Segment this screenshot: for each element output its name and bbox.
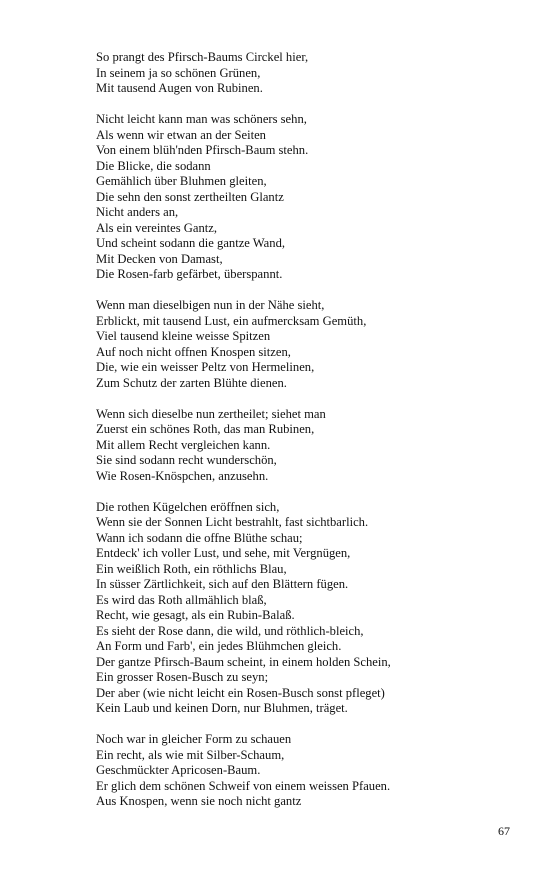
poem-line: Es sieht der Rose dann, die wild, und röthlich-bleich, <box>96 623 364 638</box>
poem-line: Ein recht, als wie mit Silber-Schaum, <box>96 747 285 762</box>
poem-line: Ein grosser Rosen-Busch zu seyn; <box>96 670 269 684</box>
poem-line: Wenn sich dieselbe nun zertheilet; siehet man <box>96 406 326 421</box>
poem-line: An Form und Farb', ein jedes Blühmchen gleich. <box>96 639 342 653</box>
stanza <box>96 500 536 717</box>
poem-line: Wenn sie der Sonnen Licht bestrahlt, fast sichtbarlich. <box>96 515 369 529</box>
poem-line: Und scheint sodann die gantze Wand, <box>96 236 286 250</box>
poem-line: Recht, wie gesagt, als ein Rubin-Balaß. <box>96 608 295 622</box>
poem-line: Nicht leicht kann man was schöners sehn, <box>96 112 307 126</box>
poem-line: Ein weißlich Roth, ein röthlichs Blau, <box>96 561 287 576</box>
poem-line: Die Blicke, die sodann <box>96 158 211 173</box>
stanza <box>96 407 536 485</box>
stanza <box>96 298 536 391</box>
poem-line: In seinem ja so schönen Grünen, <box>96 65 261 80</box>
poem-line: Auf noch nicht offnen Knospen sitzen, <box>96 344 291 359</box>
poem-line: Gemählich über Bluhmen gleiten, <box>96 174 267 188</box>
poem-line: Kein Laub und keinen Dorn, nur Bluhmen, träget. <box>96 701 348 715</box>
poem-line: Sie sind sodann recht wunderschön, <box>96 453 277 467</box>
poem-line: Entdeck' ich voller Lust, und sehe, mit Vergnügen, <box>96 546 351 560</box>
poem-line: Als wenn wir etwan an der Seiten <box>96 127 266 142</box>
poem-line: Mit Decken von Damast, <box>96 251 223 266</box>
poem-line: Die, wie ein weisser Peltz von Hermelinen, <box>96 360 315 374</box>
poem-line: Er glich dem schönen Schweif von einem weissen Pfauen. <box>96 778 391 793</box>
stanza <box>96 50 536 97</box>
poem-line: Wann ich sodann die offne Blüthe schau; <box>96 530 303 545</box>
poem-line: Wie Rosen-Knöspchen, anzusehn. <box>96 468 269 483</box>
poem-line: Zuerst ein schönes Roth, das man Rubinen, <box>96 422 315 436</box>
poem-line: Aus Knospen, wenn sie noch nicht gantz <box>96 794 302 808</box>
poem-line: Die sehn den sonst zertheilten Glantz <box>96 189 284 204</box>
page-number: 67 <box>498 824 510 838</box>
stanza <box>96 112 536 283</box>
poem-line: Viel tausend kleine weisse Spitzen <box>96 329 271 343</box>
poem-line: In süsser Zärtlichkeit, sich auf den Blättern fügen. <box>96 577 349 591</box>
poem-line: Von einem blüh'nden Pfirsch-Baum stehn. <box>96 143 309 157</box>
stanza <box>96 732 536 810</box>
poem-line: Mit tausend Augen von Rubinen. <box>96 81 263 95</box>
poem-line: Noch war in gleicher Form zu schauen <box>96 732 292 746</box>
poem-line: Geschmückter Apricosen-Baum. <box>96 763 261 777</box>
poem-line: Nicht anders an, <box>96 205 179 219</box>
poem-text <box>96 50 536 825</box>
poem-line: Der aber (wie nicht leicht ein Rosen-Busch sonst pfleget) <box>96 685 385 700</box>
poem-line: So prangt des Pfirsch-Baums Circkel hier, <box>96 50 309 64</box>
poem-line: Zum Schutz der zarten Blühte dienen. <box>96 375 287 390</box>
poem-line: Erblickt, mit tausend Lust, ein aufmercksam Gemüth, <box>96 313 367 328</box>
poem-line: Der gantze Pfirsch-Baum scheint, in einem holden Schein, <box>96 654 391 669</box>
poem-line: Die Rosen-farb gefärbet, überspannt. <box>96 267 283 281</box>
poem-line: Es wird das Roth allmählich blaß, <box>96 592 267 607</box>
poem-line: Wenn man dieselbigen nun in der Nähe sieht, <box>96 298 325 312</box>
poem-line: Die rothen Kügelchen eröffnen sich, <box>96 499 280 514</box>
poem-line: Mit allem Recht vergleichen kann. <box>96 437 271 452</box>
poem-line: Als ein vereintes Gantz, <box>96 220 217 235</box>
